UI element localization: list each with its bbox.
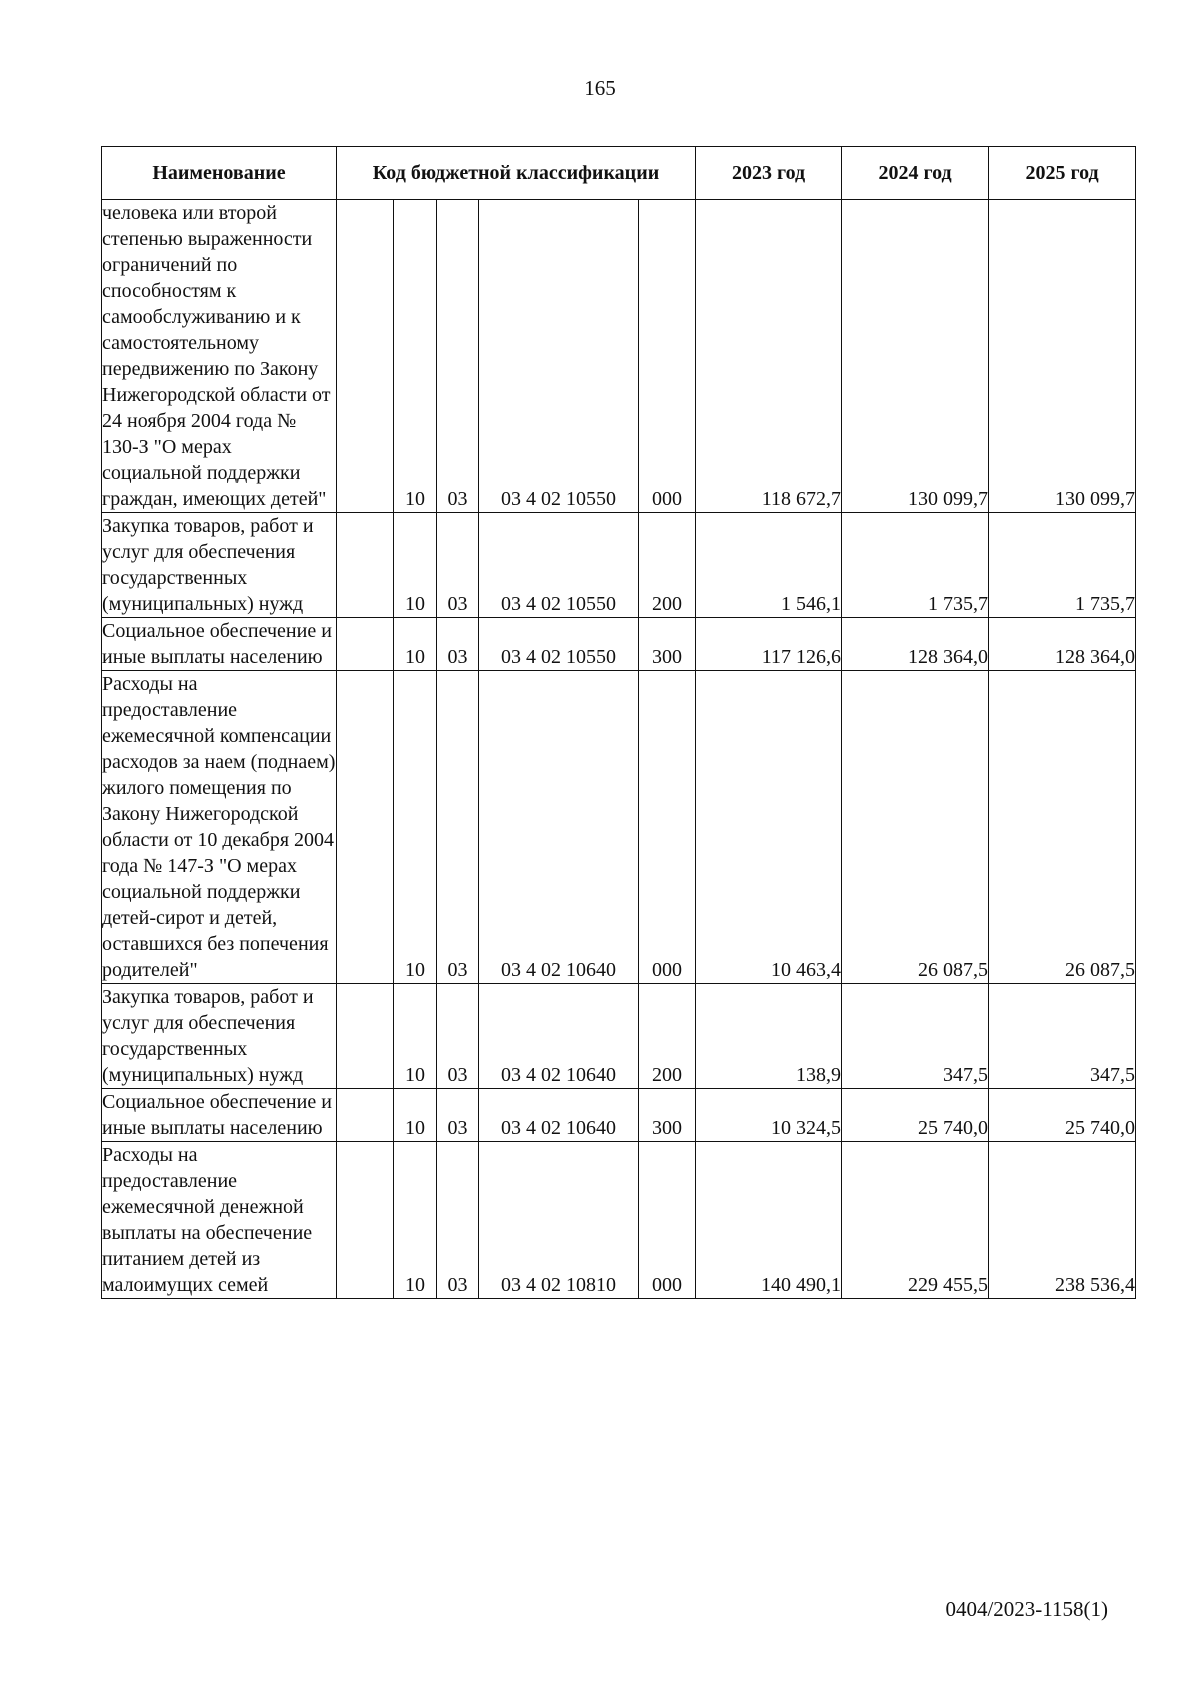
row-2024: 128 364,0	[842, 618, 989, 671]
row-ministry-code	[337, 1142, 394, 1299]
row-2025: 347,5	[989, 984, 1136, 1089]
row-2025: 128 364,0	[989, 618, 1136, 671]
row-target: 03 4 02 10550	[479, 200, 639, 513]
row-2025: 130 099,7	[989, 200, 1136, 513]
row-subsection: 03	[437, 1142, 479, 1299]
row-name: Закупка товаров, работ и услуг для обеспечения государственных (муниципальных) нужд	[102, 513, 337, 618]
row-section: 10	[394, 618, 437, 671]
page-number: 165	[584, 76, 616, 100]
row-type: 300	[639, 1089, 696, 1142]
row-ministry-code	[337, 513, 394, 618]
row-ministry-code	[337, 1089, 394, 1142]
row-2024: 347,5	[842, 984, 989, 1089]
table-row	[102, 200, 1136, 513]
row-section: 10	[394, 671, 437, 984]
row-ministry-code	[337, 984, 394, 1089]
table-row	[102, 671, 1136, 984]
row-subsection: 03	[437, 513, 479, 618]
row-ministry-code	[337, 671, 394, 984]
header-2023: 2023 год	[696, 147, 842, 200]
row-type: 200	[639, 984, 696, 1089]
header-code: Код бюджетной классификации	[337, 147, 696, 200]
row-section: 10	[394, 200, 437, 513]
row-2024: 26 087,5	[842, 671, 989, 984]
row-name: Расходы на предоставление ежемесячной компенсации расходов за наем (поднаем) жилого помещения по Закону Нижегородской области от 10 декабря 2004 года № 147-З "О мерах социальной поддержки детей-сирот и детей, оставшихся без попечения родителей"	[102, 671, 337, 984]
row-type: 200	[639, 513, 696, 618]
row-name: Закупка товаров, работ и услуг для обеспечения государственных (муниципальных) нужд	[102, 984, 337, 1089]
row-section: 10	[394, 984, 437, 1089]
row-2025: 26 087,5	[989, 671, 1136, 984]
row-type: 000	[639, 671, 696, 984]
row-target: 03 4 02 10550	[479, 513, 639, 618]
row-type: 000	[639, 200, 696, 513]
row-name: Расходы на предоставление ежемесячной денежной выплаты на обеспечение питанием детей из малоимущих семей	[102, 1142, 337, 1299]
table-row	[102, 984, 1136, 1089]
row-subsection: 03	[437, 618, 479, 671]
row-type: 000	[639, 1142, 696, 1299]
row-target: 03 4 02 10640	[479, 671, 639, 984]
row-2023: 138,9	[696, 984, 842, 1089]
header-name: Наименование	[102, 147, 337, 200]
table-row	[102, 618, 1136, 671]
row-target: 03 4 02 10640	[479, 984, 639, 1089]
table-row	[102, 513, 1136, 618]
row-2025: 1 735,7	[989, 513, 1136, 618]
header-2024: 2024 год	[842, 147, 989, 200]
row-section: 10	[394, 513, 437, 618]
row-section: 10	[394, 1089, 437, 1142]
row-section: 10	[394, 1142, 437, 1299]
row-2023: 140 490,1	[696, 1142, 842, 1299]
row-name: Социальное обеспечение и иные выплаты населению	[102, 1089, 337, 1142]
row-2025: 25 740,0	[989, 1089, 1136, 1142]
table-row	[102, 1142, 1136, 1299]
row-subsection: 03	[437, 1089, 479, 1142]
header-2025: 2025 год	[989, 147, 1136, 200]
row-2025: 238 536,4	[989, 1142, 1136, 1299]
document-code: 0404/2023-1158(1)	[945, 1597, 1108, 1621]
row-2024: 25 740,0	[842, 1089, 989, 1142]
row-2023: 117 126,6	[696, 618, 842, 671]
row-subsection: 03	[437, 984, 479, 1089]
table-row	[102, 1089, 1136, 1142]
row-2024: 229 455,5	[842, 1142, 989, 1299]
row-name: человека или второй степенью выраженности ограничений по способностям к самообслуживанию и к самостоятельному передвижению по Закону Нижегородской области от 24 ноября 2004 года № 130-З "О мерах социальной поддержки граждан, имеющих детей"	[102, 200, 337, 513]
header-row	[102, 147, 1136, 200]
row-subsection: 03	[437, 200, 479, 513]
row-subsection: 03	[437, 671, 479, 984]
row-name: Социальное обеспечение и иные выплаты населению	[102, 618, 337, 671]
row-2023: 1 546,1	[696, 513, 842, 618]
row-ministry-code	[337, 618, 394, 671]
row-ministry-code	[337, 200, 394, 513]
row-2023: 118 672,7	[696, 200, 842, 513]
row-2023: 10 463,4	[696, 671, 842, 984]
row-target: 03 4 02 10810	[479, 1142, 639, 1299]
row-target: 03 4 02 10640	[479, 1089, 639, 1142]
budget-table	[101, 146, 1136, 1299]
row-2024: 130 099,7	[842, 200, 989, 513]
row-2024: 1 735,7	[842, 513, 989, 618]
row-2023: 10 324,5	[696, 1089, 842, 1142]
row-target: 03 4 02 10550	[479, 618, 639, 671]
row-type: 300	[639, 618, 696, 671]
